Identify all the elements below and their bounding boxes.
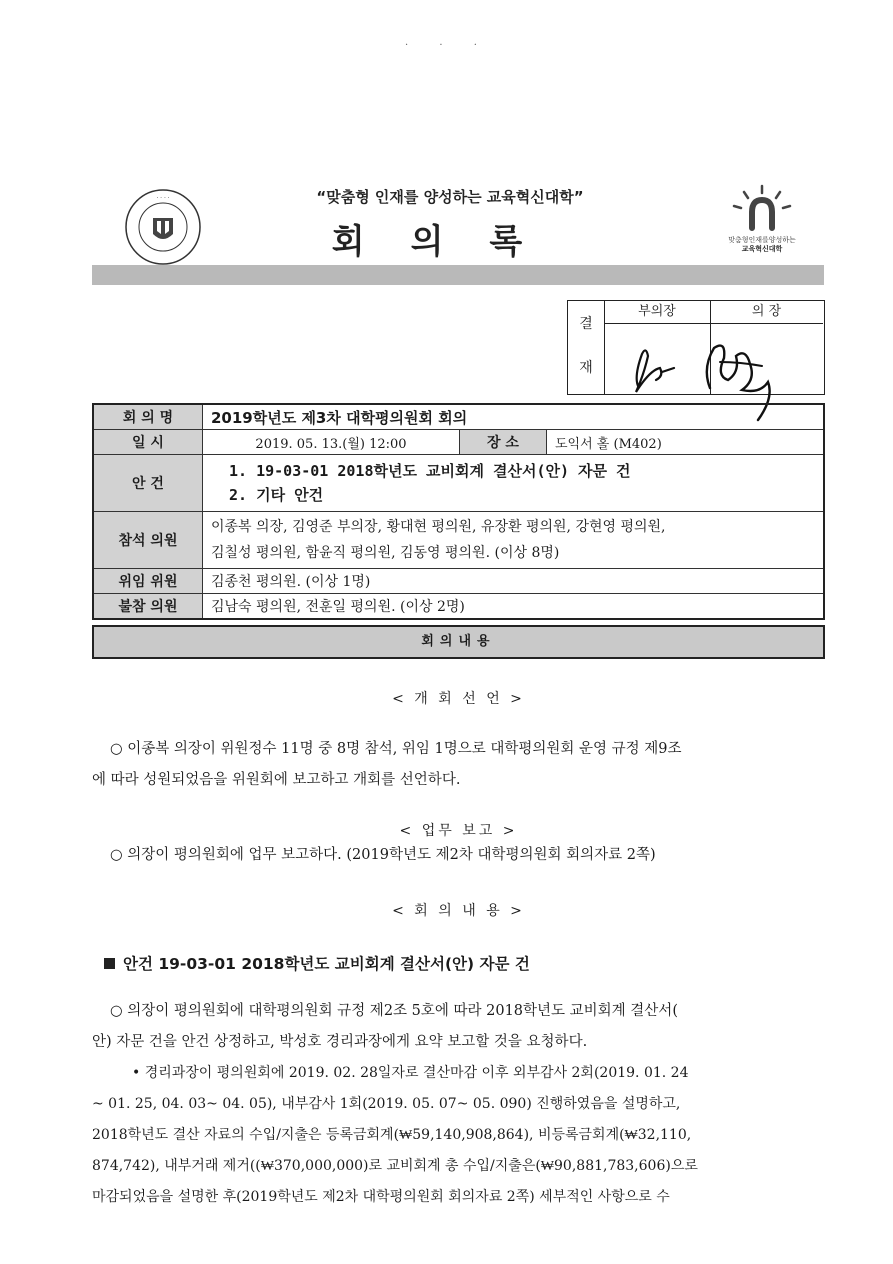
agenda-item-1: 1. 19-03-01 2018학년도 교비회계 결산서(안) 자문 건 <box>229 462 631 480</box>
approval-side-bottom: 재 <box>579 360 593 376</box>
agenda-heading-text: 안건 19-03-01 2018학년도 교비회계 결산서(안) 자문 건 <box>123 955 530 973</box>
scan-specks: · · · <box>405 40 491 51</box>
university-seal-icon <box>124 188 202 266</box>
agenda-label: 안 건 <box>93 455 203 512</box>
svg-text:· · · ·: · · · · <box>156 195 170 202</box>
agenda-p1-line-1: ○ 의장이 평의원회에 대학평의원회 규정 제2조 5호에 따라 2018학년도 교비회계 결산서( <box>110 1003 678 1019</box>
opening-title: < 개 회 선 언 > <box>392 691 525 707</box>
proxy-value: 김종천 평의원. (이상 1명) <box>203 569 825 594</box>
agenda-p2-line-4: 874,742), 내부거래 제거((₩370,000,000)로 교비회계 총 수입/지출은(₩90,881,783,606)으로 <box>92 1158 698 1174</box>
location-label: 장 소 <box>460 430 547 455</box>
attendees-line-2: 김칠성 평의원, 함윤직 평의원, 김동영 평의원. (이상 8명) <box>211 545 560 561</box>
approval-side-top: 결 <box>579 316 593 332</box>
approval-col-chair-title: 의 장 <box>710 301 823 324</box>
table-row <box>93 594 824 620</box>
right-logo <box>722 184 802 260</box>
report-line: ○ 의장이 평의원회에 업무 보고하다. (2019학년도 제2차 대학평의원회 회의자료 2쪽) <box>110 847 656 863</box>
table-row <box>93 455 824 512</box>
title-divider-bar <box>92 265 824 285</box>
agenda-heading <box>104 952 530 974</box>
datetime-label: 일 시 <box>93 430 203 455</box>
datetime-value: 2019. 05. 13.(월) 12:00 <box>203 430 460 455</box>
opening-line-1: ○ 이종복 의장이 위원정수 11명 중 8명 참석, 위임 1명으로 대학평의원회 운영 규정 제9조 <box>110 741 682 757</box>
attendees-list <box>203 512 825 569</box>
agenda-item-2: 2. 기타 안건 <box>229 486 324 504</box>
meeting-info-table <box>92 403 825 620</box>
agenda-p2-line-1: • 경리과장이 평의원회에 2019. 02. 28일자로 결산마감 이후 외부감사 2회(2019. 01. 24 <box>132 1065 689 1081</box>
location-value: 도익서 홀 (M402) <box>547 430 825 455</box>
content-section-bar: 회의내용 <box>92 625 825 659</box>
table-row <box>93 569 824 594</box>
approval-col-vice-chair-title: 부의장 <box>604 301 710 324</box>
right-logo-text-1: 맞춤형인재를양성하는 <box>728 236 796 244</box>
report-title: < 업무 보고 > <box>399 823 518 839</box>
agenda-p2-line-3: 2018학년도 결산 자료의 수입/지출은 등록금회계(₩59,140,908,864), 비등록금회계(₩32,110, <box>92 1127 692 1143</box>
table-row <box>93 512 824 569</box>
attendees-label: 참석 의원 <box>93 512 203 569</box>
agenda-list <box>203 455 825 512</box>
agenda-p2-line-5: 마감되었음을 설명한 후(2019학년도 제2차 대학평의원회 회의자료 2쪽) 세부적인 사항으로 수 <box>92 1189 670 1205</box>
right-logo-text-2: 교육혁신대학 <box>741 245 783 253</box>
opening-line-2: 에 따라 성원되었음을 위원회에 보고하고 개회를 선언하다. <box>92 772 461 788</box>
table-row <box>93 430 824 455</box>
slogan: “맞춤형 인재를 양성하는 교육혁신대학” <box>316 188 584 206</box>
page-title: 회의록 <box>331 222 569 262</box>
meeting-name: 2019학년도 제3차 대학평의원회 회의 <box>203 404 825 430</box>
absent-label: 불참 의원 <box>93 594 203 620</box>
proxy-label: 위임 위원 <box>93 569 203 594</box>
report-paragraph <box>92 840 825 871</box>
agenda-paragraph-2 <box>92 1058 825 1213</box>
absent-value: 김남숙 평의원, 전훈일 평의원. (이상 2명) <box>203 594 825 620</box>
opening-paragraph <box>92 734 825 796</box>
agenda-paragraph-1 <box>92 996 825 1058</box>
agenda-p1-line-2: 안) 자문 건을 안건 상정하고, 박성호 경리과장에게 요약 보고할 것을 요청하다. <box>92 1034 588 1050</box>
square-bullet-icon <box>104 958 115 969</box>
agenda-p2-line-2: ~ 01. 25, 04. 03~ 04. 05), 내부감사 1회(2019. 05. 07~ 05. 090) 진행하였음을 설명하고, <box>92 1096 681 1112</box>
table-row <box>93 404 824 430</box>
attendees-line-1: 이종복 의장, 김영준 부의장, 황대현 평의원, 유장환 평의원, 강현영 평의원, <box>211 519 666 535</box>
meeting-name-label: 회 의 명 <box>93 404 203 430</box>
lightbulb-horseshoe-icon <box>722 184 802 232</box>
content-title: < 회 의 내 용 > <box>392 903 525 919</box>
